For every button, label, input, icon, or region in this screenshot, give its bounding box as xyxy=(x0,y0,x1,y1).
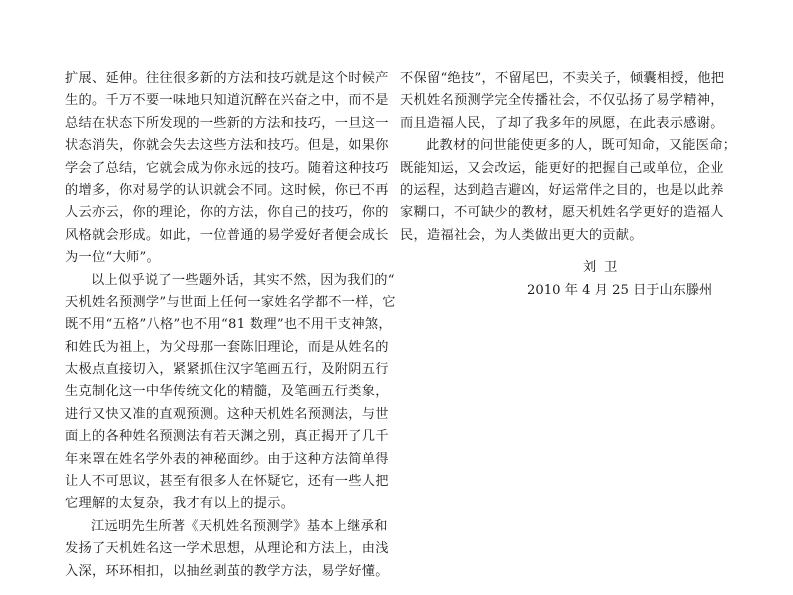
text-line: 既能知运，又会改运，能更好的把握自己或单位，企业 xyxy=(400,160,724,176)
text-line: 进行又快又准的直观预测。这种天机姓名预测法，与世 xyxy=(65,406,389,422)
left-page xyxy=(65,68,396,583)
text-line: 的运程，达到趋吉避凶，好运常伴之目的，也是以此养 xyxy=(400,182,724,198)
text-line: 面上的各种姓名预测法有若天渊之别，真正揭开了几千 xyxy=(65,429,389,445)
text-line: 入深，环环相扣，以抽丝剥茧的教学方法，易学好懂。 xyxy=(65,563,389,579)
text-line: 让人不可思议，甚至有很多人在怀疑它，还有一些人把 xyxy=(65,474,389,490)
signature-date: 2010 年 4 月 25 日于山东滕州 xyxy=(527,282,713,298)
text-line: 人云亦云，你的理论，你的方法，你自己的技巧，你的 xyxy=(65,205,389,221)
text-line: 状态消失，你就会失去这些方法和技巧。但是，如果你 xyxy=(65,138,389,154)
text-line: 和姓氏为祖上，为父母那一套陈旧理论，而是从姓名的 xyxy=(65,339,389,355)
text-line: 以上似乎说了一些题外话，其实不然，因为我们的“ xyxy=(91,272,395,288)
text-line: 为一位“大师”。 xyxy=(65,250,161,266)
text-line: 学会了总结，它就会成为你永远的技巧。随着这种技巧 xyxy=(65,160,389,176)
right-page xyxy=(400,68,737,302)
text-line: 风格就会形成。如此，一位普通的易学爱好者便会成长 xyxy=(65,227,389,243)
text-line: 家糊口，不可缺少的教材，愿天机姓名学更好的造福人 xyxy=(400,205,724,221)
text-line: 它理解的太复杂，我才有以上的提示。 xyxy=(65,496,295,512)
text-line: 总结在状态下所发现的一些新的方法和技巧，一旦这一 xyxy=(65,115,389,131)
text-line: 而且造福人民，了却了我多年的夙愿，在此表示感谢。 xyxy=(400,115,724,131)
text-line: 不保留“绝技”，不留尾巴，不卖关子，倾囊相授，他把 xyxy=(400,71,725,86)
text-line: 生克制化这一中华传统文化的精髓，及笔画五行类象， xyxy=(65,384,389,400)
text-line: 生的。千万不要一味地只知道沉醉在兴奋之中，而不是 xyxy=(65,93,389,109)
text-line: 民，造福社会，为人类做出更大的贡献。 xyxy=(400,227,643,243)
text-line: 太极点直接切入，紧紧抓住汉字笔画五行，及附阴五行 xyxy=(65,362,389,378)
text-line: 年来罩在姓名学外表的神秘面纱。由于这种方法简单得 xyxy=(65,451,389,467)
author-signature: 刘卫 xyxy=(583,260,626,276)
signature-gap xyxy=(400,247,690,257)
text-line: 扩展、延伸。往往很多新的方法和技巧就是这个时候产 xyxy=(65,71,389,86)
text-line: 的增多，你对易学的认识就会不同。这时候，你已不再 xyxy=(65,182,389,198)
text-line: 此教材的问世能使更多的人，既可知命，又能医命； xyxy=(426,138,737,154)
text-line: 既不用“五格”八格”也不用“81 数理”也不用干支神煞， xyxy=(65,317,392,333)
text-line: 天机姓名预测学完全传播社会，不仅弘扬了易学精神， xyxy=(400,93,724,109)
text-line: 江远明先生所著《天机姓名预测学》基本上继承和 xyxy=(91,518,388,534)
right-page-body xyxy=(400,68,737,247)
text-line: 天机姓名预测学”与世面上任何一家姓名学都不一样，它 xyxy=(65,294,396,310)
text-line: 发扬了天机姓名这一学术思想，从理论和方法上，由浅 xyxy=(65,541,389,557)
